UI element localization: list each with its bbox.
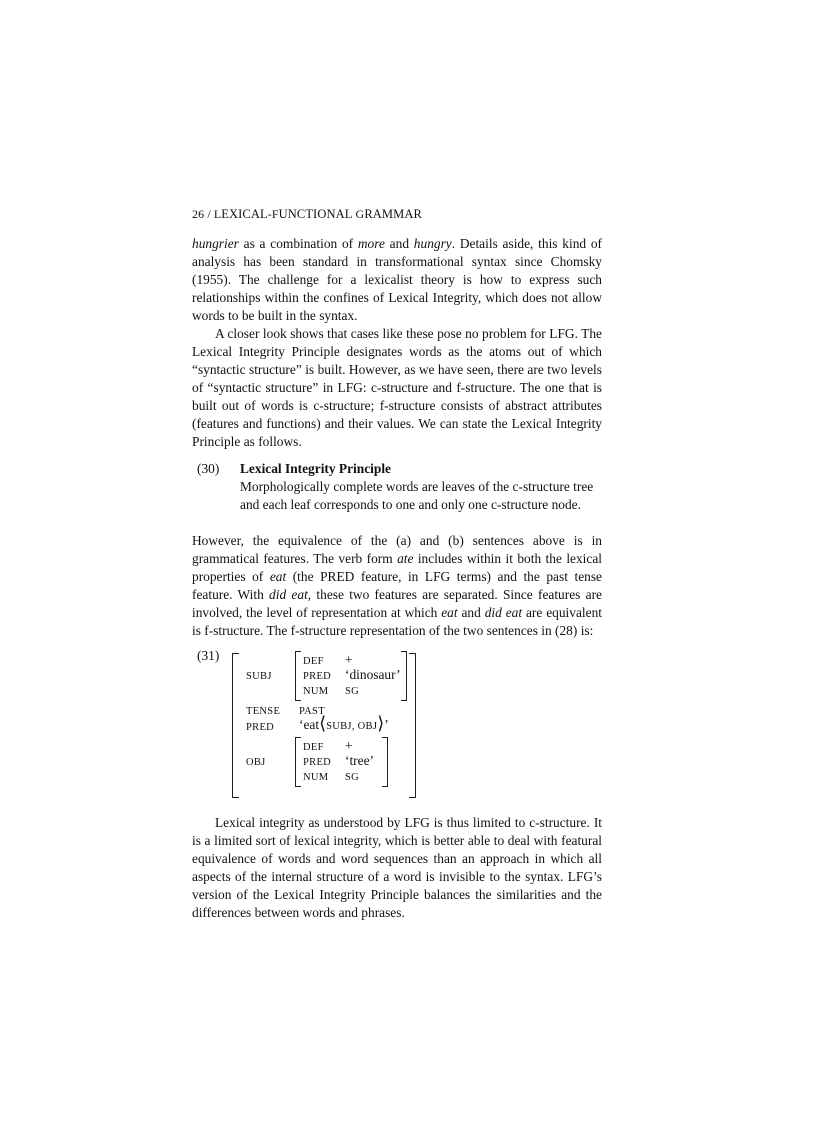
subj-right-bracket — [401, 651, 407, 701]
obj-num-attr: NUM — [303, 772, 329, 783]
running-title: LEXICAL-FUNCTIONAL GRAMMAR — [213, 207, 422, 221]
example-number: (31) — [197, 648, 220, 663]
tense-value: PAST — [299, 706, 325, 717]
obj-label: OBJ — [246, 757, 266, 768]
subj-def-attr: DEF — [303, 656, 324, 667]
paragraph-1: hungrier as a combination of more and hungry. Details aside, this kind of analysis has been standard in transformational syntax since Chomsky (1955). The challenge for a lexicalist theory is how to express such relationships within the confines of Lexical Integrity, which does not allow words to be built in the syntax. — [192, 236, 603, 323]
outer-right-bracket — [409, 653, 416, 798]
subj-pred-attr: PRED — [303, 671, 332, 682]
subj-label: SUBJ — [246, 671, 272, 682]
pred-label: PRED — [246, 722, 275, 733]
obj-def-attr: DEF — [303, 742, 324, 753]
example-body: Morphologically complete words are leaves of the c-structure tree and each leaf corresponds to one and only one c-structure node. — [240, 479, 594, 512]
example-number: (30) — [197, 461, 220, 476]
subj-pred-value: ‘dinosaur’ — [345, 667, 401, 682]
f-structure-31 — [192, 648, 602, 798]
tense-label: TENSE — [246, 706, 281, 717]
subj-def-value: + — [345, 652, 353, 667]
header-separator: / — [207, 207, 211, 221]
page-number: 26 — [192, 207, 205, 221]
subj-left-bracket — [295, 651, 301, 701]
example-title: Lexical Integrity Principle — [240, 461, 391, 476]
subj-num-value: SG — [345, 686, 360, 697]
obj-right-bracket — [382, 737, 388, 787]
outer-left-bracket — [232, 653, 239, 798]
paragraph-4: Lexical integrity as understood by LFG is thus limited to c-structure. It is a limited sort of lexical integrity, which is better able to deal with featural equivalence of words and word sequences than an approach in which all aspects of the internal structure of a word is invisible to the syntax. LFG’s version of the Lexical Integrity Principle balances the similarities and the differences between words and phrases. — [192, 815, 602, 920]
running-header — [192, 207, 422, 222]
obj-pred-value: ‘tree’ — [345, 753, 374, 768]
obj-num-value: SG — [345, 772, 360, 783]
pred-value: ‘eat⟨SUBJ, OBJ⟩’ — [299, 713, 389, 733]
subj-num-attr: NUM — [303, 686, 329, 697]
obj-pred-attr: PRED — [303, 757, 332, 768]
paragraph-3: However, the equivalence of the (a) and (b) sentences above is in grammatical features. The verb form ate includes within it both the lexical properties of eat (the PRED feature, in LFG terms) and the past tense feature. With did eat, these two features are separated. Since features are involved, the level of representation at which eat and did eat are equivalent is f-structure. The f-structure representation of the two sentences in (28) is: — [192, 533, 603, 638]
paragraph-2: A closer look shows that cases like these pose no problem for LFG. The Lexical Integrity Principle designates words as the atoms out of which “syntactic structure” is built. However, as we have seen, there are two levels of “syntactic structure” in LFG: c-structure and f-structure. The one that is built out of words is c-structure; f-structure consists of abstract attributes (features and functions) and their values. We can state the Lexical Integrity Principle as follows. — [192, 326, 602, 449]
obj-def-value: + — [345, 738, 353, 753]
obj-left-bracket — [295, 737, 301, 787]
